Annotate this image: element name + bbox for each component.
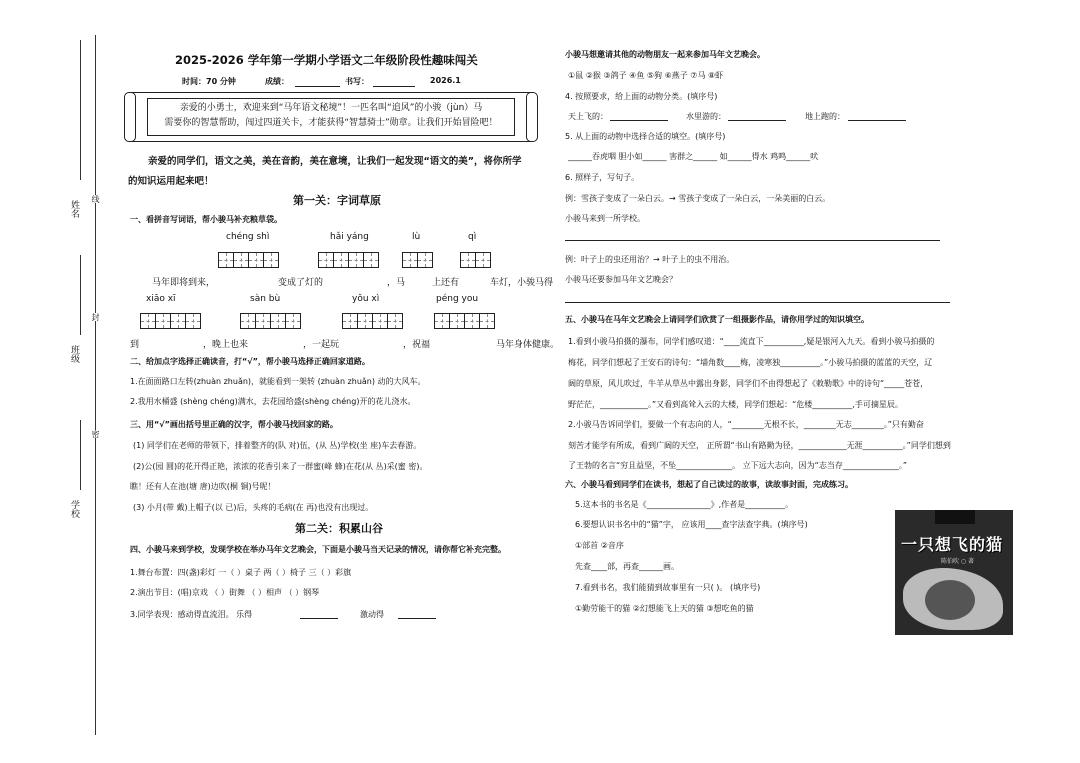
- q2-item-2: 2.我用水桶盛 (shèng chéng)满水，去花园给盛(shèng chéng)开的花儿浇水。: [130, 397, 416, 406]
- time-label: 时间：70 分钟: [182, 77, 236, 86]
- char-box[interactable]: [255, 313, 271, 329]
- char-box[interactable]: [318, 252, 334, 268]
- q6-7: 7.看到书名，我们能猜到故事里有一只( )。 (填序号): [575, 583, 761, 592]
- char-box[interactable]: [402, 252, 418, 268]
- fill-text: ，一起玩: [303, 340, 340, 350]
- animal-list: ①鼠 ②猴 ③鸽子 ④鱼 ⑤狗 ⑥燕子 ⑦马 ⑧虾: [568, 71, 724, 80]
- fill-text: 变成了灯的: [278, 278, 324, 288]
- char-box[interactable]: [140, 313, 156, 329]
- category-swim: 水里游的：: [686, 112, 726, 121]
- char-box[interactable]: [363, 252, 379, 268]
- school-label: 学校: [69, 500, 79, 518]
- answer-line[interactable]: [565, 302, 950, 303]
- example-2: 例：叶子上的虫还用治？→ 叶子上的虫不用治。: [565, 255, 735, 264]
- q1-title: 一、看拼音写词语，帮小骏马补充粮草袋。: [130, 215, 282, 224]
- char-box[interactable]: [240, 313, 256, 329]
- q5-line-5: 2.小骏马告诉同学们，要做一个有志向的人，“________无根不长，________无志________。”只有勤奋: [568, 420, 924, 429]
- q2-title: 二、给加点字选择正确读音，打“√”，帮小骏马选择正确回家道路。: [130, 357, 370, 366]
- q6-6: 6.要想认识书名中的“猫”字， 应该用____查字法查字典。(填序号): [575, 520, 808, 529]
- category-fly: 天上飞的：: [568, 112, 608, 121]
- binding-mark-seal: 封: [91, 313, 100, 321]
- category-run: 地上跑的：: [805, 112, 845, 121]
- intro-line-1: 亲爱的小勇士，欢迎来到“马年语文秘境”！一匹名叫“追风”的小骏（jùn）马: [179, 103, 483, 113]
- class-label: 班级: [69, 345, 79, 363]
- invite-text: 小骏马想邀请其他的动物朋友一起来参加马年文艺晚会。: [565, 50, 765, 59]
- char-box[interactable]: [185, 313, 201, 329]
- name-field[interactable]: [80, 40, 81, 180]
- char-box[interactable]: [460, 252, 476, 268]
- char-box[interactable]: [387, 313, 403, 329]
- sentence-2: 小骏马还要参加马年文艺晚会？: [565, 275, 677, 284]
- answer-line[interactable]: [398, 618, 436, 619]
- char-box[interactable]: [248, 252, 264, 268]
- fill-text: 上还有: [432, 278, 460, 288]
- char-box[interactable]: [475, 252, 491, 268]
- q6-5: 5.这本书的书名是《________________》,作者是__________。: [575, 500, 794, 509]
- fill-text: ，祝福: [403, 340, 431, 350]
- q3-item-3: (3) 小月(带 戴)上帽子(以 已)后，头疼的毛病(在 再)也没有出现过。: [133, 503, 374, 512]
- q5-line-6: 刻苦才能学有所成，看到广阔的天空， 正所谓“书山有路勤为径，____________无涯__________。”同学们想到: [568, 441, 951, 450]
- intro-paragraph-1: 亲爱的同学们，语文之美，美在音韵，美在意境，让我们一起发现“语文的美”，将你所学: [148, 156, 522, 167]
- idioms-line: ______吞虎咽 胆小如______ 害群之______ 如______得水 鸡鸣______吠: [568, 152, 819, 161]
- example-1: 例：雪孩子变成了一朵白云。→ 雪孩子变成了一朵白云，一朵美丽的白云。: [565, 194, 831, 203]
- binding-line: [95, 35, 96, 735]
- answer-line[interactable]: [300, 618, 338, 619]
- q6-6-options: ①部首 ②音序: [575, 541, 624, 550]
- q4-item-1: 1.舞台布置：四(盏)彩灯 一（ ）桌子 两（ ）椅子 三（ ）彩旗: [130, 568, 352, 577]
- fill-text: 到: [130, 340, 140, 350]
- intro-scroll: [130, 92, 532, 142]
- page-title: 2025-2026 学年第一学期小学语文二年级阶段性趣味闯关: [175, 53, 478, 67]
- q4-4-title: 4. 按照要求，给上面的动物分类。(填序号): [565, 92, 718, 101]
- q5-line-2: 梅花，同学们想起了王安石的诗句：“墙角数____梅，凌寒独__________。”小骏马拍摄的蓝蓝的天空，辽: [568, 358, 933, 367]
- pinyin-5: xiāo xī: [146, 294, 176, 304]
- intro-box: [147, 98, 515, 136]
- pinyin-2: hǎi yáng: [330, 232, 369, 242]
- cat-illustration-shadow: [925, 580, 975, 620]
- date-label: 2026.1: [430, 76, 461, 85]
- intro-paragraph-2: 的知识运用起来吧！: [128, 176, 214, 187]
- q4-item-3b: 激动得: [360, 610, 384, 619]
- q5-line-3: 阔的草原，风儿吹过，牛羊从草丛中露出身影，同学们不由得想起了《敕勒歌》中的诗句“_____苍苍，: [568, 379, 929, 388]
- answer-line[interactable]: [848, 120, 906, 121]
- writing-field[interactable]: [373, 86, 415, 87]
- q5-line-7: 了王勃的名言“穷且益坚，不坠______________。 立下远大志向，因为“志当存______________。”: [568, 461, 907, 470]
- char-box[interactable]: [449, 313, 465, 329]
- q4-title: 四、小骏马来到学校，发现学校在举办马年文艺晚会，下面是小骏马当天记录的情况，请你帮它补充完整。: [130, 545, 506, 554]
- name-label: 姓名: [69, 200, 79, 218]
- q3-item-2b: 瞧！还有人在池(塘 唐)边吹(桐 铜)号呢！: [130, 482, 276, 491]
- char-box[interactable]: [233, 252, 249, 268]
- binding-mark-secret: 密: [91, 430, 100, 438]
- fill-text: 车灯，小骏马得: [490, 278, 554, 288]
- answer-line[interactable]: [565, 240, 940, 241]
- class-field[interactable]: [80, 255, 81, 335]
- char-box[interactable]: [417, 252, 433, 268]
- fill-text: ，马: [387, 278, 406, 288]
- char-box[interactable]: [285, 313, 301, 329]
- char-box[interactable]: [170, 313, 186, 329]
- score-label: 成绩：: [265, 77, 289, 86]
- char-box[interactable]: [263, 252, 279, 268]
- char-box[interactable]: [357, 313, 373, 329]
- char-box[interactable]: [155, 313, 171, 329]
- pinyin-7: yǒu xì: [352, 294, 380, 304]
- cover-title: 一只想飞的猫: [901, 535, 1004, 554]
- fill-text: ，晚上也来: [203, 340, 249, 350]
- char-box[interactable]: [372, 313, 388, 329]
- intro-line-2: 需要你的智慧帮助，闯过四道关卡，才能获得“智慧骑士”勋章。让我们开始冒险吧！: [164, 118, 498, 128]
- level1-title: 第一关：字词草原: [293, 194, 381, 207]
- q3-title: 三、用“√”画出括号里正确的汉字，帮小骏马找回家的路。: [130, 420, 338, 429]
- pinyin-4: qì: [468, 232, 477, 242]
- q5-line-1: 1.看到小骏马拍摄的瀑布，同学们感叹道：“____流直下__________,疑是银河入九天。看到小骏马拍摄的: [568, 337, 935, 346]
- q6-6-lookup: 先查____部，再查______画。: [575, 562, 679, 571]
- char-box[interactable]: [342, 313, 358, 329]
- pinyin-8: péng you: [436, 294, 479, 304]
- book-cover-image: [895, 510, 1013, 635]
- q5-title: 五、小骏马在马年文艺晚会上请同学们欣赏了一组摄影作品，请你用学过的知识填空。: [565, 315, 869, 324]
- scroll-right-cap: [526, 92, 538, 142]
- q4-5-title: 5. 从上面的动物中选择合适的填空。(填序号): [565, 132, 726, 141]
- sentence-1: 小骏马来到一所学校。: [565, 214, 645, 223]
- q4-6-title: 6. 照样子，写句子。: [565, 173, 640, 182]
- answer-line[interactable]: [610, 120, 668, 121]
- q6-title: 六、小骏马看到同学们在读书，想起了自己读过的故事，读故事封面，完成练习。: [565, 480, 853, 489]
- pinyin-6: sàn bù: [250, 294, 281, 304]
- fill-text: 马年即将到来，: [152, 278, 216, 288]
- pinyin-1: chéng shì: [226, 232, 270, 242]
- answer-line[interactable]: [728, 120, 786, 121]
- writing-label: 书写：: [345, 77, 369, 86]
- pinyin-3: lù: [412, 232, 421, 242]
- char-box[interactable]: [479, 313, 495, 329]
- q5-line-4: 野茫茫，____________。”又看到高耸入云的大楼，同学们想起：“危楼__________,手可摘星辰。: [568, 400, 903, 409]
- q3-item-1: (1) 同学们在老师的带领下，排着整齐的(队 对)伍，(从 丛)学校(坐 座)车去春游。: [133, 441, 422, 450]
- char-box[interactable]: [434, 313, 450, 329]
- score-field[interactable]: [295, 86, 340, 87]
- scroll-left-cap: [124, 92, 136, 142]
- cover-author: 陈伯吹 ○ 著: [941, 558, 975, 565]
- q4-item-3a: 3.同学表现：感动得直流泪。 乐得: [130, 610, 253, 619]
- char-box[interactable]: [464, 313, 480, 329]
- q2-item-1: 1.在面面路口左转(zhuàn zhuǎn)，就能看到一架转 (zhuàn zhuǎn) 动的大风车。: [130, 377, 426, 386]
- binding-mark-line: 线: [91, 195, 100, 203]
- char-box[interactable]: [333, 252, 349, 268]
- school-field[interactable]: [80, 420, 81, 490]
- level2-title: 第二关：积累山谷: [295, 522, 383, 535]
- fill-text: 马年身体健康。: [496, 340, 560, 350]
- char-box[interactable]: [218, 252, 234, 268]
- q3-item-2: (2)公(园 圆)的花开得正艳，浓浓的花香引来了一群蜜(峰 蜂)在花(从 丛)采(蜜 密)。: [133, 462, 428, 471]
- cover-band: [935, 510, 975, 524]
- q6-7-options: ①勤劳能干的猫 ②幻想能飞上天的猫 ③想吃鱼的猫: [575, 604, 754, 613]
- char-box[interactable]: [270, 313, 286, 329]
- q4-item-2: 2.演出节目：(唱)京戏 （ ）街舞 （ ）相声 （ ）钢琴: [130, 588, 320, 597]
- char-box[interactable]: [348, 252, 364, 268]
